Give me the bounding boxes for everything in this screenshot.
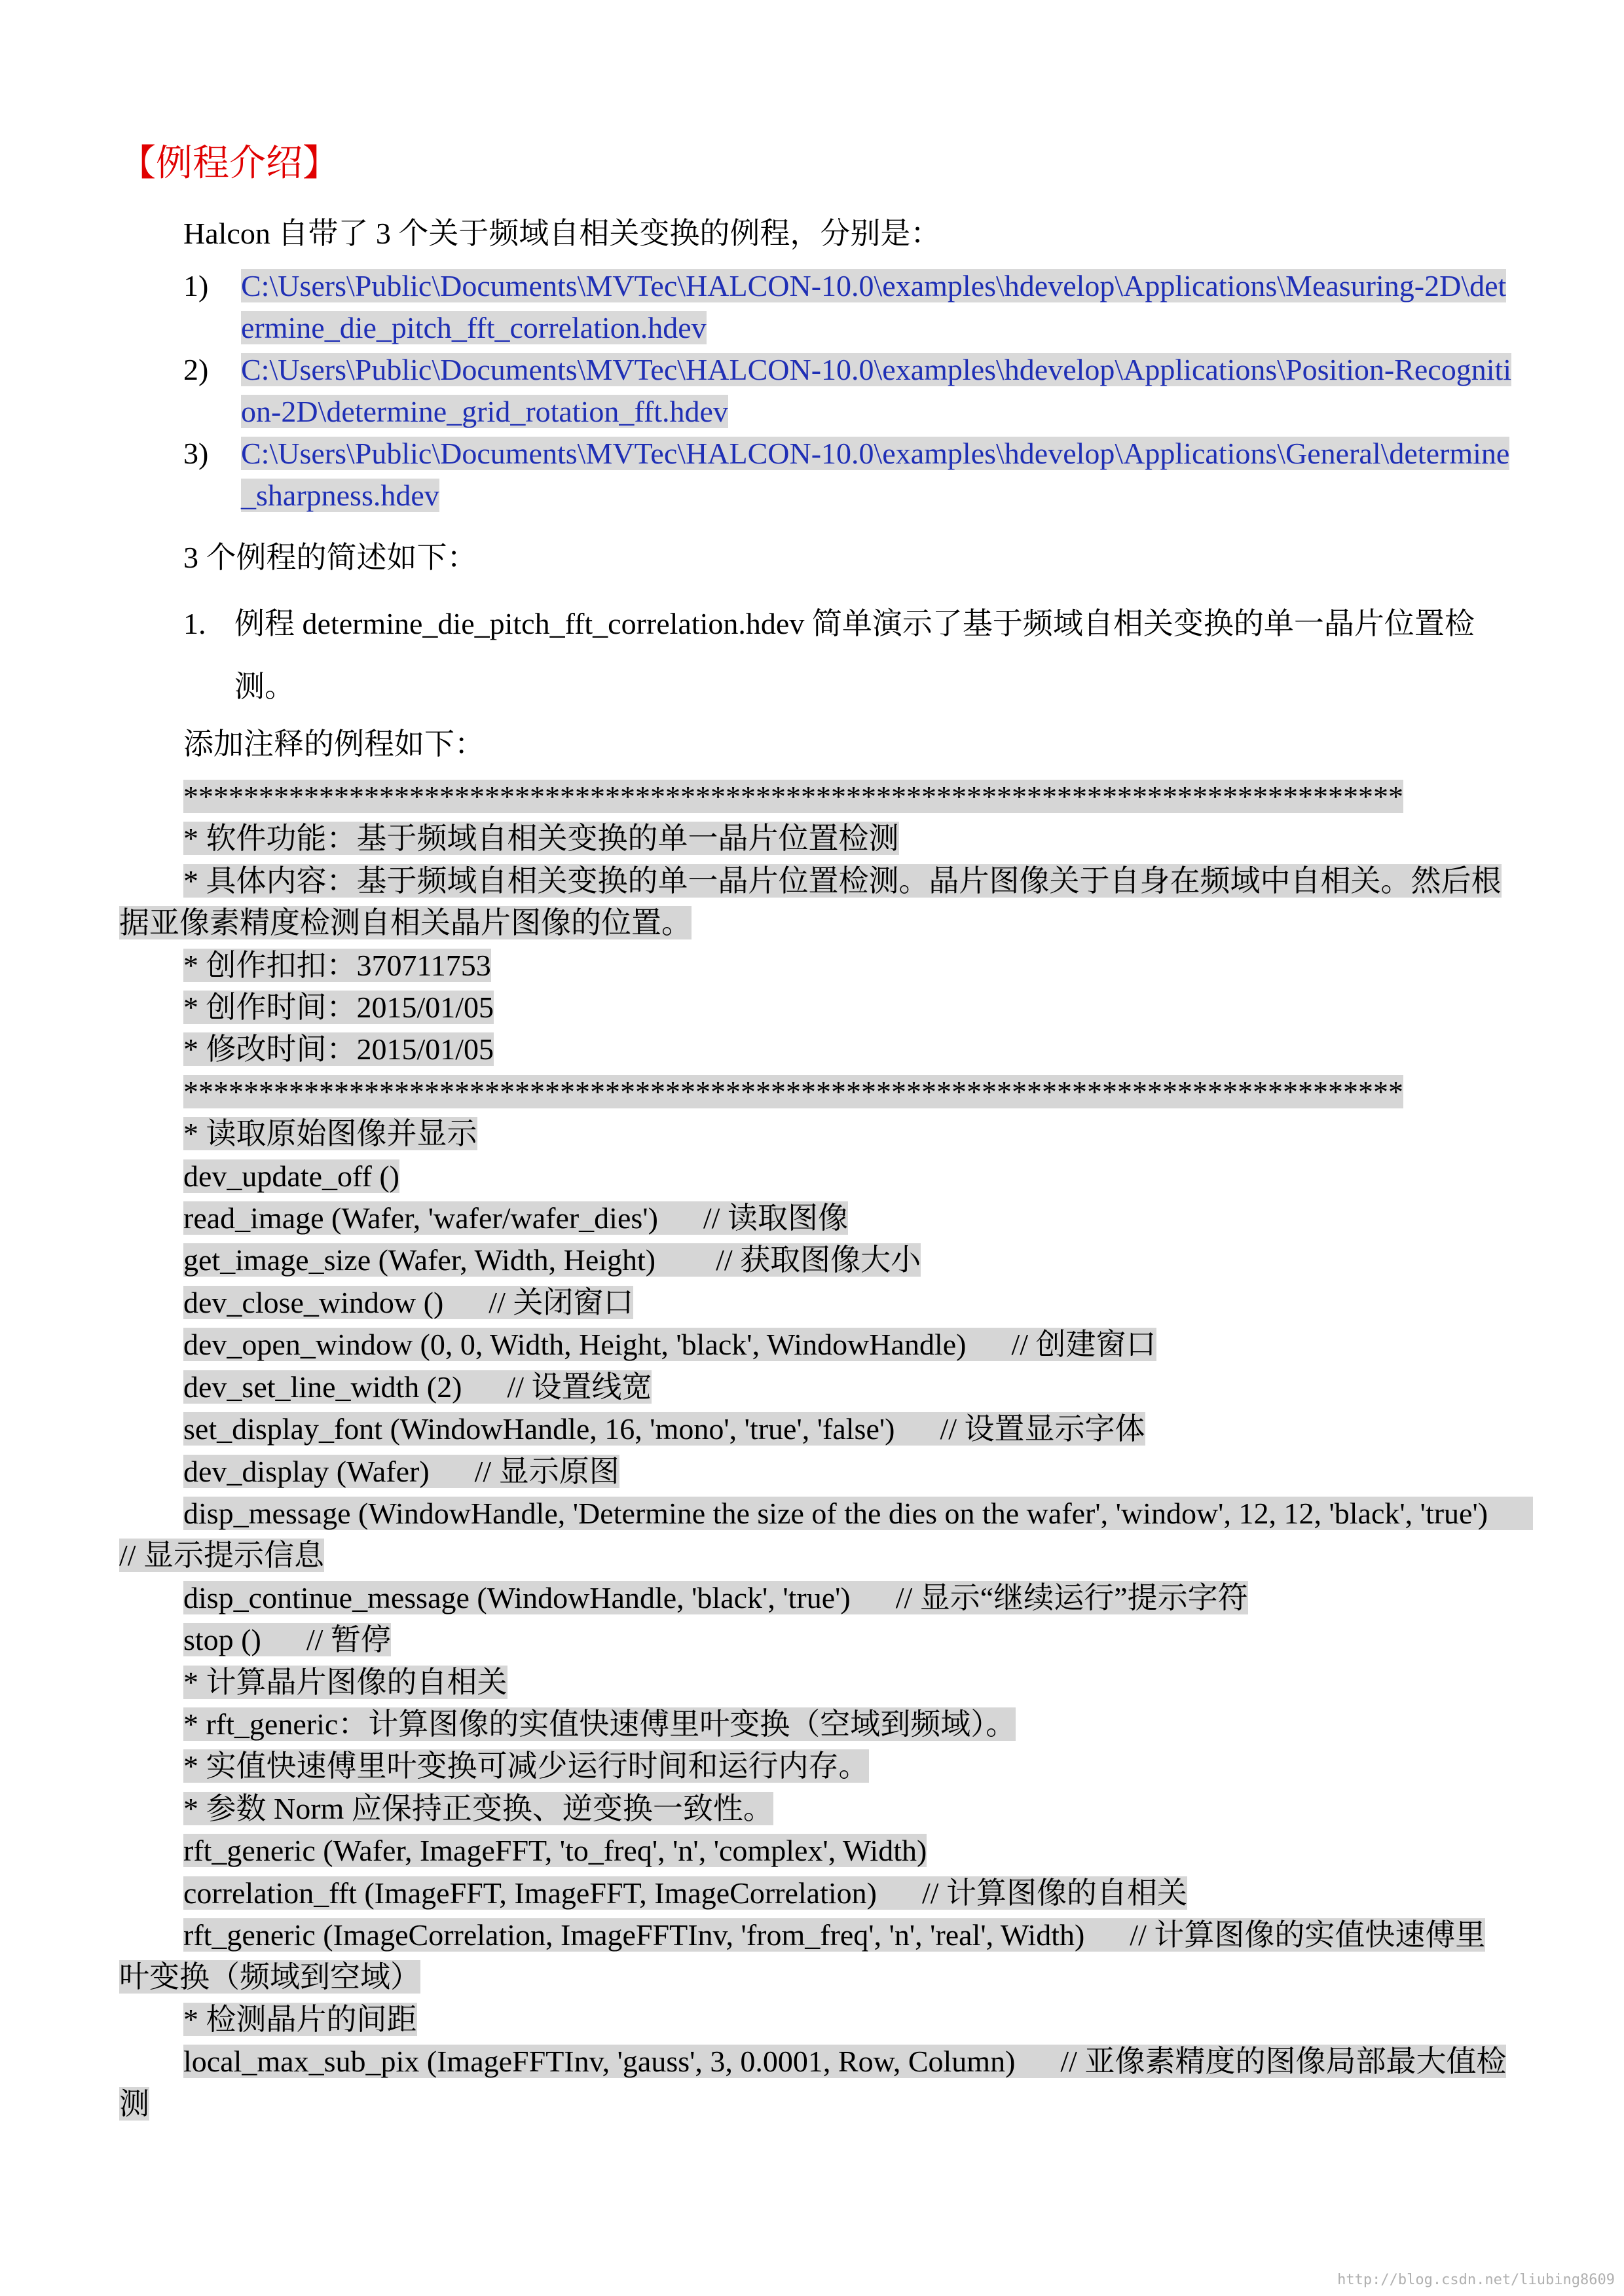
code-line: local_max_sub_pix (ImageFFTInv, 'gauss', 3, 0.0001, Row, Column) // 亚像素精度的图像局部最大值检测 bbox=[119, 2045, 1507, 2121]
code-line: ********************************************************************************* bbox=[183, 780, 1403, 813]
code-line: * 参数 Norm 应保持正变换、逆变换一致性。 bbox=[183, 1791, 773, 1825]
example-number: 1. bbox=[183, 607, 206, 640]
code-line: * 修改时间：2015/01/05 bbox=[183, 1032, 494, 1066]
path-item bbox=[183, 433, 1513, 517]
code-line: * 检测晶片的间距 bbox=[183, 2002, 417, 2036]
path-item bbox=[183, 265, 1513, 349]
path-number: 3) bbox=[183, 437, 209, 470]
example-text: 例程 determine_die_pitch_fft_correlation.hdev 简单演示了基于频域自相关变换的单一晶片位置检测。 bbox=[234, 607, 1475, 703]
code-line: * 读取原始图像并显示 bbox=[183, 1117, 477, 1151]
code-line: set_display_font (WindowHandle, 16, 'mono', 'true', 'false') // 设置显示字体 bbox=[183, 1412, 1145, 1446]
code-line: * 实值快速傅里叶变换可减少运行时间和运行内存。 bbox=[183, 1749, 869, 1783]
code-line: rft_generic (ImageCorrelation, ImageFFTInv, 'from_freq', 'n', 'real', Width) // 计算图像的实值快速傅里叶变换（频域到空域） bbox=[119, 1918, 1486, 1994]
example-description bbox=[183, 592, 1513, 718]
path-item bbox=[183, 349, 1513, 433]
code-line: * rft_generic：计算图像的实值快速傅里叶变换（空域到频域）。 bbox=[183, 1707, 1016, 1741]
code-line: get_image_size (Wafer, Width, Height) // 获取图像大小 bbox=[183, 1243, 921, 1277]
code-line: correlation_fft (ImageFFT, ImageFFT, ImageCorrelation) // 计算图像的自相关 bbox=[183, 1876, 1188, 1910]
path-number: 2) bbox=[183, 353, 209, 386]
code-line: * 软件功能：基于频域自相关变换的单一晶片位置检测 bbox=[183, 822, 899, 856]
watermark-url: http://blog.csdn.net/liubing8609 bbox=[1337, 2272, 1615, 2288]
path-link[interactable]: C:\Users\Public\Documents\MVTec\HALCON-10.0\examples\hdevelop\Applications\Position-Recognition-2D\determine_grid_rotation_fft.hdev bbox=[241, 353, 1512, 428]
example-path-list bbox=[183, 265, 1513, 517]
section-heading: 【例程介绍】 bbox=[119, 143, 339, 184]
path-link[interactable]: C:\Users\Public\Documents\MVTec\HALCON-10.0\examples\hdevelop\Applications\General\determine_sharpness.hdev bbox=[241, 437, 1510, 512]
code-line: ********************************************************************************* bbox=[183, 1074, 1403, 1108]
code-line: * 创作扣扣：370711753 bbox=[183, 948, 491, 982]
code-line: * 创作时间：2015/01/05 bbox=[183, 991, 494, 1025]
annotated-label: 添加注释的例程如下： bbox=[183, 727, 485, 761]
code-block bbox=[119, 776, 1534, 2125]
code-line: * 计算晶片图像的自相关 bbox=[183, 1665, 507, 1699]
code-line: dev_display (Wafer) // 显示原图 bbox=[183, 1454, 619, 1488]
code-line: disp_continue_message (WindowHandle, 'black', 'true') // 显示“继续运行”提示字符 bbox=[183, 1580, 1248, 1614]
path-number: 1) bbox=[183, 269, 209, 302]
code-line: dev_update_off () bbox=[183, 1159, 399, 1193]
summary-paragraph: 3 个例程的简述如下： bbox=[183, 541, 477, 574]
code-line: stop () // 暂停 bbox=[183, 1623, 391, 1657]
code-line: * 具体内容：基于频域自相关变换的单一晶片位置检测。晶片图像关于自身在频域中自相关。然后根据亚像素精度检测自相关晶片图像的位置。 bbox=[119, 864, 1502, 940]
code-line: dev_close_window () // 关闭窗口 bbox=[183, 1285, 634, 1319]
intro-paragraph: Halcon 自带了 3 个关于频域自相关变换的例程，分别是： bbox=[183, 217, 941, 250]
code-line: read_image (Wafer, 'wafer/wafer_dies') // 读取图像 bbox=[183, 1201, 848, 1235]
code-line: disp_message (WindowHandle, 'Determine the size of the dies on the wafer', 'window', 12, 12, 'black', 'true') // 显示提示信息 bbox=[119, 1496, 1534, 1573]
code-line: dev_set_line_width (2) // 设置线宽 bbox=[183, 1370, 652, 1404]
code-line: dev_open_window (0, 0, Width, Height, 'black', WindowHandle) // 创建窗口 bbox=[183, 1328, 1156, 1362]
path-link[interactable]: C:\Users\Public\Documents\MVTec\HALCON-10.0\examples\hdevelop\Applications\Measuring-2D\determine_die_pitch_fft_correlation.hdev bbox=[241, 269, 1507, 344]
code-line: rft_generic (Wafer, ImageFFT, 'to_freq', 'n', 'complex', Width) bbox=[183, 1834, 927, 1868]
